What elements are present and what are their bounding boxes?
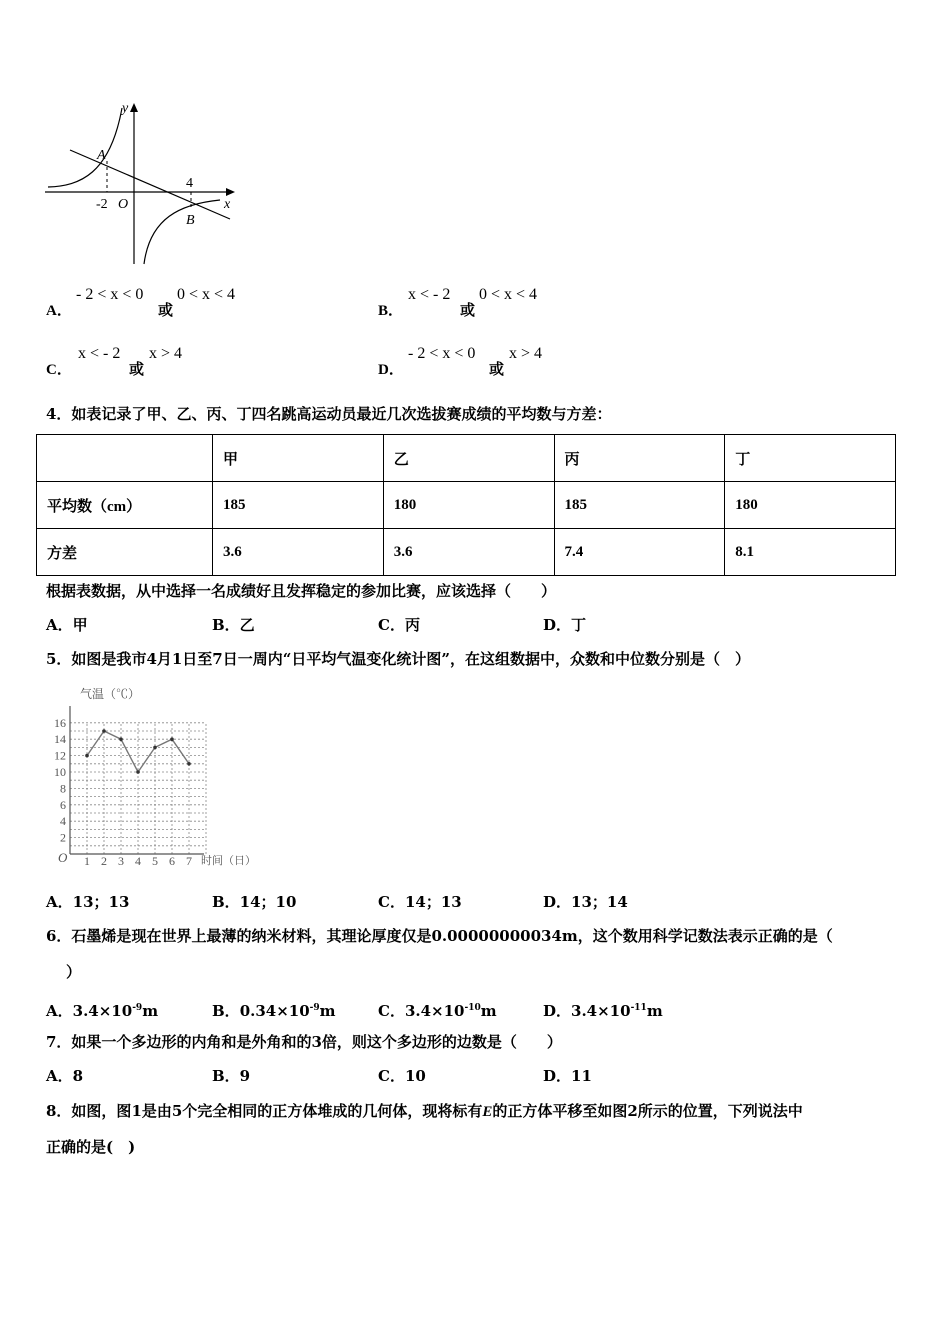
option-part2: x > 4 [149, 345, 183, 362]
chart-y-tick-label: 14 [54, 732, 66, 747]
table-cell: 8.1 [725, 529, 896, 576]
option-base: 0.34×10 [239, 1002, 310, 1020]
q5-stem: 5．如图是我市4月1日至7日一周内“日平均气温变化统计图”，在这组数据中，众数和中位数分别是（ ） [46, 650, 751, 668]
q6-option-b[interactable] [212, 998, 336, 1021]
option-exponent: -9 [132, 1003, 143, 1013]
table-cell: 甲 [213, 435, 384, 482]
x-axis-label: x [224, 197, 231, 212]
q8-stem-line2: 正确的是( ) [46, 1138, 136, 1156]
option-part2: 0 < x < 4 [479, 286, 538, 303]
chart-data-point [85, 754, 89, 758]
option-base: 3.4×10 [571, 1002, 631, 1020]
table-cell: 7.4 [554, 529, 725, 576]
chart-data-point [102, 729, 106, 733]
tick-neg2-label: -2 [96, 197, 108, 212]
option-letter: A． [46, 303, 72, 319]
chart-data-point [119, 737, 123, 741]
q4-after-text: 根据表数据，从中选择一名成绩好且发挥稳定的参加比赛，应该选择（ ） [46, 582, 557, 600]
option-letter: C． [378, 1002, 405, 1020]
option-base: 3.4×10 [72, 1002, 133, 1020]
q4-option-c[interactable]: C．丙 [378, 616, 420, 634]
option-part1: x < - 2 [78, 345, 121, 362]
option-letter: C． [46, 362, 72, 378]
option-or: 或 [129, 360, 145, 378]
chart-data-point [170, 737, 174, 741]
option-part2: 0 < x < 4 [177, 286, 236, 303]
table-cell: 185 [213, 482, 384, 529]
table-cell: 乙 [383, 435, 554, 482]
q6-option-a[interactable] [46, 998, 158, 1021]
q8-stem-post: 的正方体平移至如图2所示的位置，下列说法中 [492, 1102, 803, 1120]
table-cell: 3.6 [213, 529, 384, 576]
q5-option-c[interactable]: C．14；13 [378, 893, 462, 911]
q5-option-a[interactable]: A．13；13 [46, 893, 130, 911]
option-unit: m [646, 1002, 663, 1020]
q7-option-a[interactable]: A．8 [46, 1067, 84, 1085]
table-cell: 丙 [554, 435, 725, 482]
table-cell: 180 [725, 482, 896, 529]
q6-stem-line1: 6．石墨烯是现在世界上最薄的纳米材料，其理论厚度仅是0.00000000034m，这个数用科学记数法表示正确的是（ [46, 927, 833, 945]
chart-x-label: 时间（日） [201, 855, 256, 867]
option-letter: B． [378, 303, 404, 319]
table-row [37, 529, 896, 576]
option-letter: D． [378, 362, 404, 378]
chart-x-tick-label: 4 [135, 854, 141, 868]
q4-option-d[interactable]: D．丁 [543, 616, 587, 634]
option-exponent: -9 [309, 1003, 320, 1013]
option-exponent: -11 [630, 1003, 647, 1013]
q6-stem-line2: ） [66, 963, 82, 981]
chart-data-point [136, 770, 140, 774]
table-cell: 180 [383, 482, 554, 529]
option-or: 或 [158, 301, 174, 319]
chart-x-tick-label: 5 [152, 854, 158, 868]
q5-temperature-chart [52, 684, 272, 874]
y-axis-label: y [122, 101, 129, 116]
chart-y-tick-label: 2 [60, 830, 66, 845]
q7-option-d[interactable]: D．11 [543, 1067, 592, 1085]
option-letter: B． [212, 1002, 240, 1020]
y-axis-arrow [130, 103, 138, 112]
q6-option-c[interactable] [378, 998, 497, 1021]
option-letter: D． [543, 1002, 572, 1020]
chart-x-ticks [84, 854, 192, 868]
table-cell: 方差 [37, 529, 213, 576]
chart-x-tick-label: 2 [101, 854, 107, 868]
chart-y-label: 气温（℃） [80, 687, 141, 701]
q4-option-b[interactable]: B．乙 [212, 616, 255, 634]
point-a-label: A [97, 148, 106, 163]
q5-option-d[interactable]: D．13；14 [543, 893, 628, 911]
q3-option-b[interactable] [378, 286, 678, 326]
q8-stem-e: E [482, 1104, 493, 1120]
table-cell: 平均数（cm） [37, 482, 213, 529]
q4-stem: 4．如表记录了甲、乙、丙、丁四名跳高运动员最近几次选拔赛成绩的平均数与方差： [46, 405, 612, 423]
q6-option-d[interactable] [543, 998, 663, 1021]
q8-stem-line1 [46, 1101, 803, 1122]
q8-stem-pre: 8．如图，图1是由5个完全相同的正方体堆成的几何体，现将标有 [46, 1102, 483, 1120]
chart-y-tick-label: 6 [60, 797, 66, 812]
option-or: 或 [460, 301, 476, 319]
option-unit: m [480, 1002, 497, 1020]
chart-grid [70, 723, 206, 854]
chart-y-tick-label: 4 [60, 814, 66, 829]
chart-x-tick-label: 6 [169, 854, 175, 868]
option-part1: x < - 2 [408, 286, 451, 303]
x-axis-arrow [226, 188, 235, 196]
table-cell: 3.6 [383, 529, 554, 576]
q3-function-graph [40, 98, 240, 268]
q7-option-c[interactable]: C．10 [378, 1067, 426, 1085]
q7-option-b[interactable]: B．9 [212, 1067, 251, 1085]
q3-option-d[interactable] [378, 345, 678, 385]
table-cell: 丁 [725, 435, 896, 482]
chart-y-ticks [54, 716, 66, 845]
option-part1: - 2 < x < 0 [408, 345, 476, 362]
option-letter: A． [46, 1002, 73, 1020]
tick-4-label: 4 [186, 176, 193, 191]
chart-x-tick-label: 3 [118, 854, 124, 868]
table-cell: 185 [554, 482, 725, 529]
option-base: 3.4×10 [404, 1002, 465, 1020]
chart-data-point [187, 762, 191, 766]
q3-option-c[interactable] [46, 345, 346, 385]
origin-label: O [118, 197, 129, 212]
linear-function-line [70, 150, 230, 219]
option-part1: - 2 < x < 0 [76, 286, 144, 303]
q4-score-table [36, 434, 896, 576]
option-or: 或 [489, 360, 505, 378]
chart-y-tick-label: 12 [54, 748, 66, 763]
option-exponent: -10 [464, 1003, 481, 1013]
chart-x-tick-label: 7 [186, 854, 192, 868]
q3-option-a[interactable] [46, 286, 346, 326]
table-header-row [37, 435, 896, 482]
option-unit: m [142, 1002, 159, 1020]
q5-option-b[interactable]: B．14；10 [212, 893, 297, 911]
chart-origin-label: O [58, 850, 68, 865]
chart-y-tick-label: 16 [54, 715, 66, 730]
chart-data-point [153, 746, 157, 750]
chart-x-tick-label: 1 [84, 854, 90, 868]
option-unit: m [319, 1002, 336, 1020]
chart-y-tick-label: 8 [60, 781, 66, 796]
chart-y-tick-label: 10 [54, 765, 66, 779]
option-part2: x > 4 [509, 345, 543, 362]
table-cell [37, 435, 213, 482]
hyperbola-left-branch [48, 108, 122, 187]
q7-stem: 7．如果一个多边形的内角和是外角和的3倍，则这个多边形的边数是（ ） [46, 1033, 562, 1051]
q4-option-a[interactable]: A．甲 [46, 616, 88, 634]
table-row [37, 482, 896, 529]
point-b-label: B [186, 213, 195, 228]
